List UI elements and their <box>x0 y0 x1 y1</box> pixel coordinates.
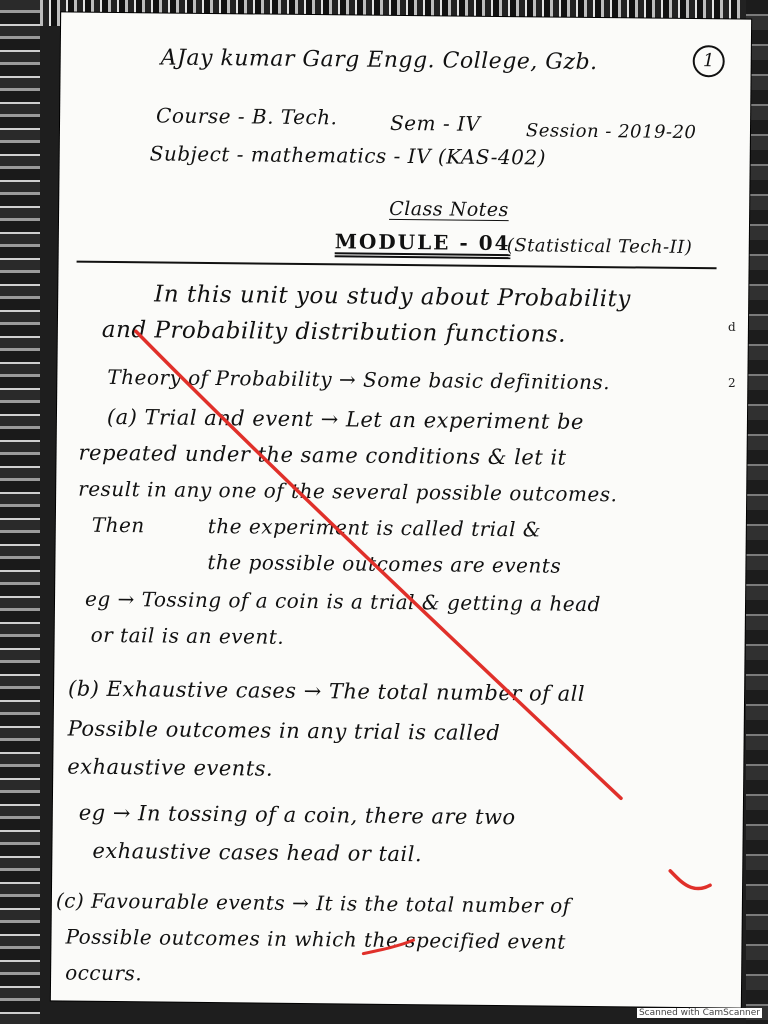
section-a-then: Then <box>91 512 145 538</box>
section-a-example-2: or tail is an event. <box>90 622 285 649</box>
section-a-line-1: (a) Trial and event → Let an experiment be <box>106 404 585 434</box>
scanner-watermark: Scanned with CamScanner <box>638 1008 760 1018</box>
section-a-line-2: repeated under the same conditions & let it <box>78 440 567 470</box>
section-a-line-5: the possible outcomes are events <box>207 549 562 578</box>
section-b-example-2: exhaustive cases head or tail. <box>92 838 423 867</box>
section-c-line-1: (c) Favourable events → It is the total number of <box>55 888 571 918</box>
section-c-line-2: Possible outcomes in which the specified event <box>65 924 567 954</box>
intro-line-2: and Probability distribution functions. <box>101 316 567 348</box>
theory-heading: Theory of Probability → Some basic definitions. <box>107 364 611 395</box>
section-b-line-1: (b) Exhaustive cases → The total number of all <box>67 676 586 706</box>
section-b-line-2: Possible outcomes in any trial is called <box>67 716 501 746</box>
margin-mark-1: d <box>728 320 736 334</box>
section-b-line-3: exhaustive events. <box>67 754 274 781</box>
section-a-example-1: eg → Tossing of a coin is a trial & getting a head <box>84 586 602 617</box>
session-label: Session - 2019-20 <box>525 120 697 144</box>
margin-mark-2: 2 <box>728 376 736 390</box>
section-c-line-3: occurs. <box>65 960 143 986</box>
subject-label: Subject - mathematics - IV (KAS-402) <box>149 141 547 170</box>
section-a-line-3: result in any one of the several possible outcomes. <box>78 476 618 507</box>
class-notes-title: Class Notes <box>389 197 509 222</box>
header-divider <box>77 261 717 270</box>
page-number: 1 <box>693 45 725 77</box>
module-title: MODULE - 04 <box>334 229 511 256</box>
section-b-example-1: eg → In tossing of a coin, there are two <box>78 800 516 830</box>
course-label: Course - B. Tech. <box>155 103 338 130</box>
red-pen-check-mark <box>670 871 710 889</box>
college-name: AJay kumar Garg Engg. College, Gzb. <box>160 45 598 76</box>
intro-line-1: In this unit you study about Probability <box>154 281 631 313</box>
notebook-left-border <box>0 0 40 1024</box>
semester-label: Sem - IV <box>389 110 481 136</box>
notebook-page <box>51 12 751 1007</box>
module-topic: (Statistical Tech-II) <box>506 235 693 259</box>
section-a-line-4: the experiment is called trial & <box>207 513 542 542</box>
